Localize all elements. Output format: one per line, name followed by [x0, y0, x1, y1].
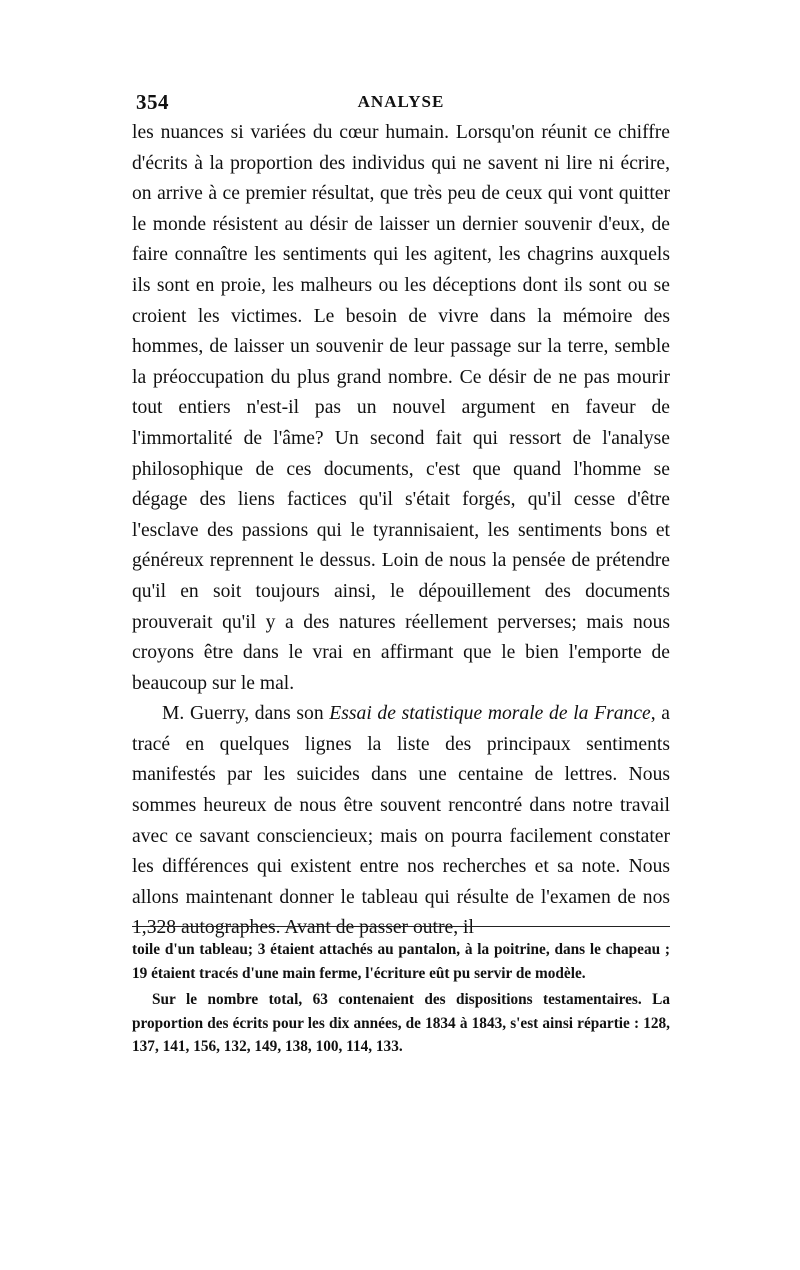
footnote-2: Sur le nombre total, 63 contenaient des dispositions testamentaires. La proportion des écrits pour les dix années, de 1834 à 1843, s'est ainsi répartie : 128, 137, 141, 156, 132, 149, 138, 100, 114, 133.: [132, 991, 670, 1055]
running-title: ANALYSE: [357, 92, 445, 111]
paragraph-2: [132, 699, 670, 944]
footnote-divider: [132, 926, 670, 927]
footnote-continuation: toile d'un tableau; 3 étaient attachés au pantalon, à la poitrine, dans le chapeau ; 19 étaient tracés d'une main ferme, l'écriture eût pu servir de modèle.: [132, 941, 670, 982]
body-text: [132, 118, 670, 944]
running-head: [132, 90, 670, 120]
paragraph-2-rest: , a tracé en quelques lignes la liste des principaux sentiments manifestés par les suicides dans une centaine de lettres. Nous sommes heureux de nous être souvent rencontré dans notre travail avec ce savant consciencieux; mais on pourra facilement constater les différences qui existent entre nos recherches et sa note. Nous allons maintenant donner le tableau qui résulte de l'examen de nos 1,328 autographes. Avant de passer outre, il: [132, 703, 670, 939]
cited-work-title: Essai de statistique morale de la France: [329, 703, 651, 725]
paragraph-1: les nuances si variées du cœur humain. Lorsqu'on réunit ce chiffre d'écrits à la proportion des individus qui ne savent ni lire ni écrire, on arrive à ce premier résultat, que très peu de ceux qui vont quitter le monde résistent au désir de laisser un dernier souvenir d'eux, de faire connaître les sentiments qui les agitent, les chagrins auxquels ils sont en proie, les malheurs ou les déceptions dont ils sont ou se croient les victimes. Le besoin de vivre dans la mémoire des hommes, de laisser un souvenir de leur passage sur la terre, semble la préoccupation du plus grand nombre. Ce désir de ne pas mourir tout entiers n'est-il pas un nouvel argument en faveur de l'immortalité de l'âme? Un second fait qui ressort de l'analyse philosophique de ces documents, c'est que quand l'homme se dégage des liens factices qu'il s'était forgés, qu'il cesse d'être l'esclave des passions qui le tyrannisaient, les sentiments bons et généreux reprennent le dessus. Loin de nous la pensée de prétendre qu'il en soit toujours ainsi, le dépouillement des documents prouverait qu'il y a des natures réellement perverses; mais nous croyons être dans le vrai en affirmant que le bien l'emporte de beaucoup sur le mal.: [132, 122, 670, 694]
paragraph-2-start: M. Guerry, dans son: [162, 703, 330, 725]
footnotes: [132, 938, 670, 1059]
page-number: 354: [136, 90, 169, 114]
